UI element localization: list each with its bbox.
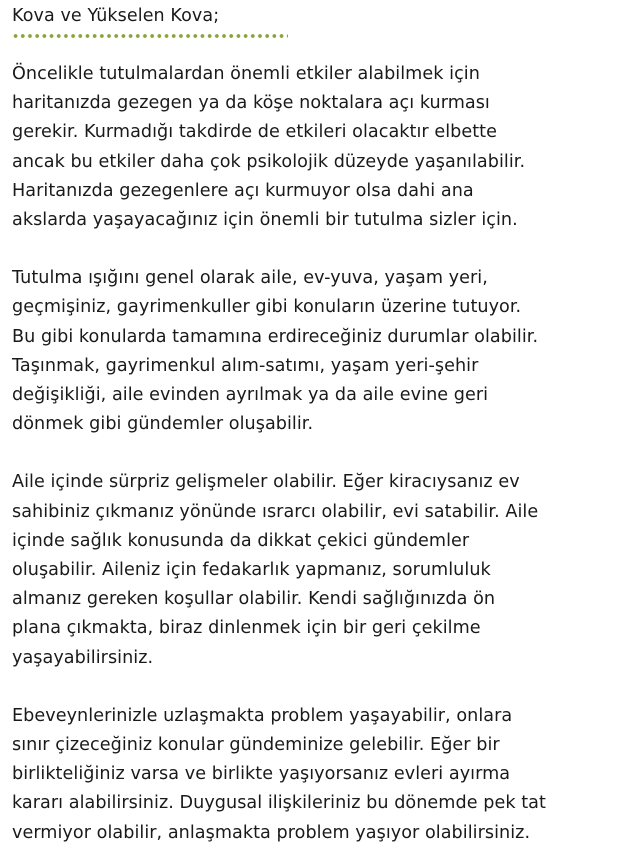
paragraph-line: Tutulma ışığını genel olarak aile, ev-yuva, yaşam yeri, [12,268,488,289]
paragraph-line: kararı alabilirsiniz. Duygusal ilişkileriniz bu dönemde pek tat [12,793,546,814]
paragraph-line: akslarda yaşayacağınız için önemli bir tutulma sizler için. [12,210,518,231]
paragraph-2 [12,264,638,439]
paragraph-line: değişikliği, aile evinden ayrılmak ya da aile evine geri [12,385,489,406]
paragraph-line: sınır çizeceğiniz konular gündeminize gelebilir. Eğer bir [12,735,500,756]
article-title: Kova ve Yükselen Kova; [12,6,220,26]
article [12,0,638,848]
paragraph-line: dönmek gibi gündemler oluşabilir. [12,414,314,435]
paragraph-line: Aile içinde sürpriz gelişmeler olabilir. Eğer kiracıysanız ev [12,472,520,493]
paragraph-line: haritanızda gezegen ya da köşe noktalara açı kurması [12,93,490,114]
paragraph-line: plana çıkmakta, biraz dinlenmek için bir geri çekilme [12,618,481,639]
paragraph-line: Ebeveynlerinizle uzlaşmakta problem yaşayabilir, onlara [12,705,513,726]
paragraph-line: geçmişiniz, gayrimenkuller gibi konuların üzerine tutuyor. [12,297,522,318]
paragraph-1 [12,60,638,235]
paragraph-4 [12,702,638,848]
paragraph-line: Öncelikle tutulmalardan önemli etkiler alabilmek için [12,64,480,84]
paragraph-line: gerekir. Kurmadığı takdirde de etkileri olacaktır elbette [12,122,498,143]
paragraph-line: Haritanızda gezegenlere açı kurmuyor olsa dahi ana [12,180,474,201]
paragraph-line: Taşınmak, gayrimenkul alım-satımı, yaşam yeri-şehir [12,355,479,376]
paragraph-line: içinde sağlık konusunda da dikkat çekici gündemler [12,530,470,551]
paragraph-line: ancak bu etkiler daha çok psikolojik düzeyde yaşanılabilir. [12,151,526,172]
paragraph-line: vermiyor olabilir, anlaşmakta problem yaşıyor olabilirsiniz. [12,822,531,843]
paragraph-line: birlikteliğiniz varsa ve birlikte yaşıyorsanız evleri ayırma [12,764,511,785]
paragraph-line: sahibiniz çıkmanız yönünde ısrarcı olabilir, evi satabilir. Aile [12,501,539,522]
dotted-divider [12,33,288,39]
paragraph-line: oluşabilir. Aileniz için fedakarlık yapmanız, sorumluluk [12,560,491,581]
paragraph-line: almanız gereken koşullar olabilir. Kendi sağlığınızda ön [12,589,496,610]
paragraph-3 [12,468,638,672]
paragraph-line: Bu gibi konularda tamamına erdireceğiniz durumlar olabilir. [12,326,539,347]
paragraph-line: yaşayabilirsiniz. [12,647,154,668]
